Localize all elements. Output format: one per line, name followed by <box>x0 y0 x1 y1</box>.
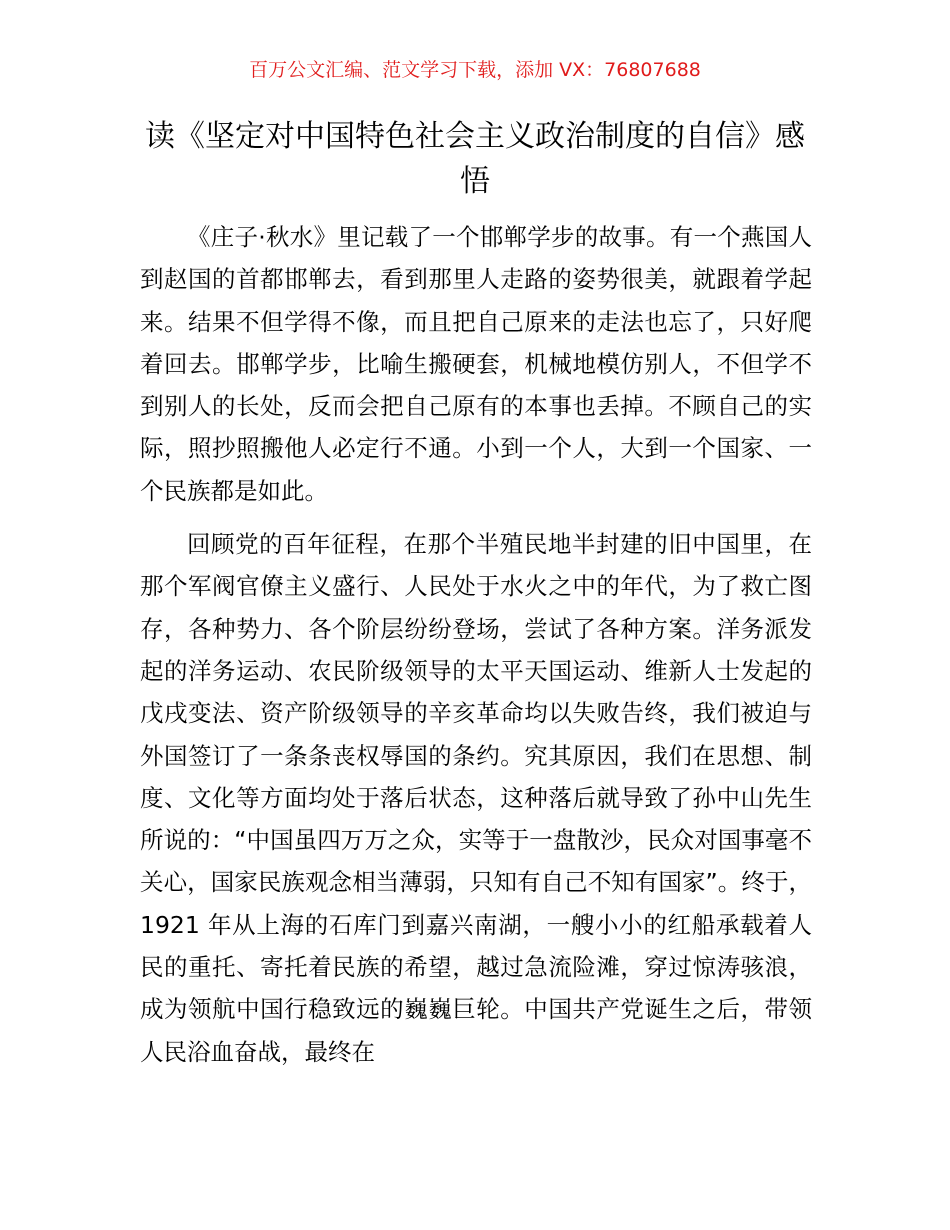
document-title: 读《坚定对中国特色社会主义政治制度的自信》感悟 <box>145 119 805 199</box>
document-body <box>140 216 812 1073</box>
paragraph-1: 《庄子·秋水》里记载了一个邯郸学步的故事。有一个燕国人到赵国的首都邯郸去，看到那里人走路的姿势很美，就跟着学起来。结果不但学得不像，而且把自己原来的走法也忘了，只好爬着回去。邯郸学步，比喻生搬硬套，机械地模仿别人，不但学不到别人的长处，反而会把自己原有的本事也丢掉。不顾自己的实际，照抄照搬他人必定行不通。小到一个人，大到一个国家、一个民族都是如此。 <box>140 223 812 505</box>
paragraph-2: 回顾党的百年征程，在那个半殖民地半封建的旧中国里，在那个军阀官僚主义盛行、人民处于水火之中的年代，为了救亡图存，各种势力、各个阶层纷纷登场，尝试了各种方案。洋务派发起的洋务运动、农民阶级领导的太平天国运动、维新人士发起的戊戌变法、资产阶级领导的辛亥革命均以失败告终，我们被迫与外国签订了一条条丧权辱国的条约。究其原因，我们在思想、制度、文化等方面均处于落后状态，这种落后就导致了孙中山先生所说的：“中国虽四万万之众，实等于一盘散沙，民众对国事毫不关心，国家民族观念相当薄弱，只知有自己不知有国家”。终于，1921 年从上海的石库门到嘉兴南湖，一艘小小的红船承载着人民的重托、寄托着民族的希望，越过急流险滩，穿过惊涛骇浪，成为领航中国行稳致远的巍巍巨轮。中国共产党诞生之后，带领人民浴血奋战，最终在 <box>140 530 812 1066</box>
promo-header: 百万公文汇编、范文学习下载，添加 VX：76807688 <box>249 59 701 81</box>
